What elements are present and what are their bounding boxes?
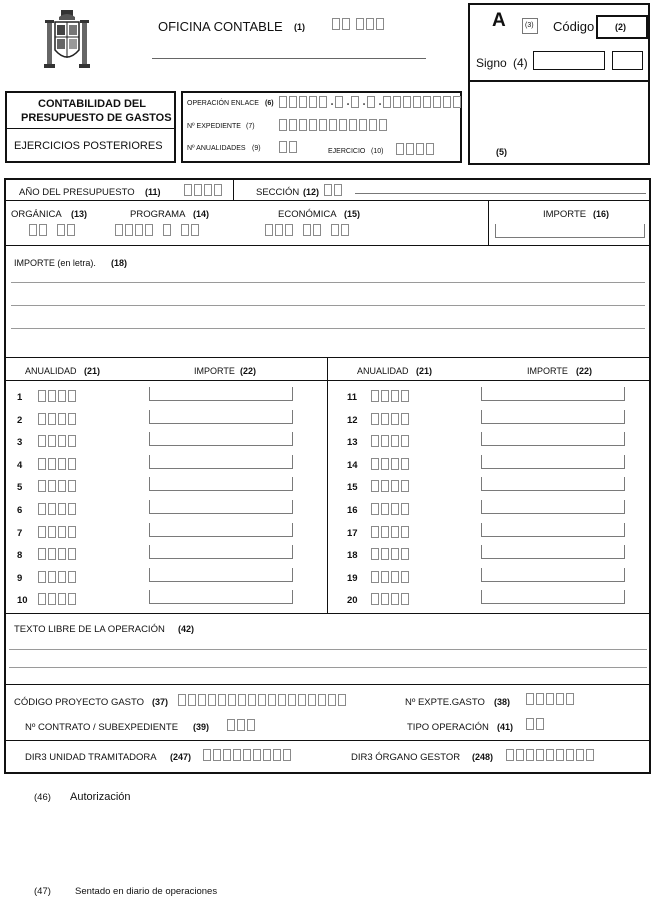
- annuity-year-field[interactable]: [371, 593, 411, 605]
- economica-num: (15): [344, 209, 361, 219]
- letra-line-1[interactable]: [11, 282, 645, 283]
- annuity-amount-field[interactable]: [481, 523, 625, 537]
- autorizacion-label: Autorización: [70, 791, 131, 803]
- sign-field-2[interactable]: [612, 51, 643, 70]
- anio-field[interactable]: [184, 184, 224, 196]
- office-label: OFICINA CONTABLE: [158, 19, 283, 34]
- annuity-row-number: 7: [17, 527, 23, 539]
- expediente-label: Nº EXPEDIENTE: [187, 123, 241, 130]
- annuity-year-field[interactable]: [371, 435, 411, 447]
- code-box-divider: [468, 80, 650, 82]
- annuity-year-field[interactable]: [38, 571, 78, 583]
- autorizacion-num: (46): [34, 792, 51, 803]
- annuity-amount-field[interactable]: [149, 590, 293, 604]
- anualidades-label: Nº ANUALIDADES: [187, 145, 246, 152]
- anualidad-label-left: ANUALIDAD: [25, 366, 77, 376]
- tipo-label: TIPO OPERACIÓN: [407, 722, 489, 733]
- anio-divider: [233, 180, 234, 200]
- ejercicio-num: (10): [371, 148, 384, 155]
- texto-libre-num: (42): [178, 624, 195, 634]
- anualidad-label-right: ANUALIDAD: [357, 366, 409, 376]
- annuity-year-field[interactable]: [371, 503, 411, 515]
- expte-num: (38): [494, 697, 511, 707]
- anualidad-num-right: (21): [416, 366, 433, 376]
- code-num: (2): [615, 22, 626, 32]
- letra-num: (18): [111, 258, 128, 268]
- organica-field[interactable]: [29, 224, 77, 236]
- annuity-amount-field[interactable]: [149, 545, 293, 559]
- sentado-num: (47): [34, 886, 51, 897]
- sentado-label: Sentado en diario de operaciones: [75, 886, 218, 897]
- annuity-row-number: 6: [17, 505, 23, 516]
- importe-label: IMPORTE: [543, 209, 587, 220]
- doc-title-line1: CONTABILIDAD DEL: [38, 98, 146, 110]
- sign-label: Signo: [476, 56, 507, 70]
- letra-label: IMPORTE (en letra).: [14, 258, 96, 268]
- coat-of-arms-logo: [44, 8, 90, 72]
- annuity-year-field[interactable]: [38, 480, 78, 492]
- annuity-year-field[interactable]: [38, 593, 78, 605]
- contrato-num: (39): [193, 722, 210, 732]
- proyecto-field[interactable]: [178, 694, 348, 706]
- row-divider-1: [4, 200, 651, 201]
- annuity-amount-field[interactable]: [149, 410, 293, 424]
- office-num: (1): [294, 22, 305, 32]
- box5-num: (5): [496, 147, 507, 157]
- organica-label: ORGÁNICA: [11, 209, 62, 220]
- annuity-year-field[interactable]: [371, 571, 411, 583]
- annuity-row-number: 4: [17, 459, 23, 471]
- contrato-label: Nº CONTRATO / SUBEXPEDIENTE: [25, 722, 179, 733]
- annuity-year-field[interactable]: [371, 526, 411, 538]
- programa-field[interactable]: [115, 224, 201, 236]
- annuity-year-field[interactable]: [38, 548, 78, 560]
- annuity-amount-field[interactable]: [481, 432, 625, 446]
- annuity-amount-field[interactable]: [481, 387, 625, 401]
- texto-libre-label: TEXTO LIBRE DE LA OPERACIÓN: [14, 624, 165, 635]
- annuity-year-field[interactable]: [371, 458, 411, 470]
- annuity-year-field[interactable]: [371, 480, 411, 492]
- annuity-row-number: 5: [17, 482, 23, 494]
- organica-num: (13): [71, 209, 88, 219]
- dir3-unidad-num: (247): [170, 752, 192, 762]
- expte-field[interactable]: [526, 693, 576, 705]
- annuity-row-number: 8: [17, 550, 23, 562]
- annuity-row-number: 3: [17, 437, 23, 449]
- annuity-amount-field[interactable]: [149, 387, 293, 401]
- texto-libre-line-1[interactable]: [9, 649, 647, 650]
- contrato-field[interactable]: [227, 719, 257, 731]
- anio-num: (11): [145, 187, 161, 197]
- annuity-year-field[interactable]: [371, 548, 411, 560]
- row-divider-4: [4, 613, 651, 614]
- annuity-row-number: 17: [347, 527, 358, 539]
- economica-field[interactable]: [265, 224, 351, 236]
- office-code-field[interactable]: [332, 18, 386, 30]
- annuity-row-number: 11: [347, 392, 358, 403]
- annuity-row-number: 13: [347, 437, 358, 449]
- annuity-row-number: 12: [347, 414, 358, 426]
- annuity-amount-field[interactable]: [481, 590, 625, 604]
- annuity-row-number: 2: [17, 414, 23, 426]
- doc-subtitle: EJERCICIOS POSTERIORES: [14, 140, 163, 152]
- anualidades-field[interactable]: [279, 141, 299, 153]
- economica-label: ECONÓMICA: [278, 209, 337, 220]
- importe22-label-left: IMPORTE: [194, 366, 235, 376]
- expte-label: Nº EXPTE.GASTO: [405, 697, 485, 708]
- letra-line-3[interactable]: [11, 328, 645, 329]
- annuity-amount-field[interactable]: [149, 432, 293, 446]
- dir3-unidad-label: DIR3 UNIDAD TRAMITADORA: [25, 752, 157, 763]
- annuity-amount-field[interactable]: [481, 455, 625, 469]
- importe22-num-left: (22): [240, 366, 257, 376]
- annuity-row-number: 10: [17, 595, 28, 607]
- annuity-center-divider: [327, 357, 328, 613]
- annuity-amount-field[interactable]: [481, 500, 625, 514]
- annuity-year-field[interactable]: [371, 413, 411, 425]
- annuity-amount-field[interactable]: [149, 568, 293, 582]
- seccion-label: SECCIÓN: [256, 187, 300, 198]
- annuity-amount-field[interactable]: [481, 545, 625, 559]
- programa-num: (14): [193, 209, 210, 219]
- enlace-label: OPERACIÓN ENLACE: [187, 100, 259, 107]
- annuity-year-field[interactable]: [38, 413, 78, 425]
- expediente-field[interactable]: [279, 119, 389, 131]
- ejercicio-label: EJERCICIO: [328, 148, 366, 155]
- annuity-row-number: 19: [347, 572, 358, 584]
- seccion-line: [355, 193, 646, 194]
- proyecto-num: (37): [152, 697, 169, 707]
- type-num: (3): [525, 22, 534, 29]
- sign-num: (4): [513, 56, 528, 70]
- row-divider-2: [4, 245, 651, 246]
- dir3-unidad-field[interactable]: [203, 749, 293, 761]
- anualidades-num: (9): [252, 145, 261, 152]
- importe22-label-right: IMPORTE: [527, 366, 568, 376]
- annuity-amount-field[interactable]: [149, 523, 293, 537]
- anualidad-num-left: (21): [84, 366, 101, 376]
- annuity-row-number: 14: [347, 459, 358, 471]
- annuity-year-field[interactable]: [38, 458, 78, 470]
- ejercicio-field[interactable]: [396, 143, 436, 155]
- annuity-year-field[interactable]: [38, 390, 78, 402]
- texto-libre-line-2[interactable]: [9, 667, 647, 668]
- dir3-organo-num: (248): [472, 752, 494, 762]
- annuity-row-number: 15: [347, 482, 358, 494]
- tipo-field[interactable]: [526, 718, 546, 730]
- annuity-row-number: 9: [17, 572, 23, 584]
- importe-divider: [488, 200, 489, 245]
- office-name-line: [152, 58, 426, 59]
- annuity-amount-field[interactable]: [149, 477, 293, 491]
- type-letter: A: [492, 10, 506, 31]
- annuity-year-field[interactable]: [38, 526, 78, 538]
- annuity-amount-field[interactable]: [149, 455, 293, 469]
- annuity-amount-field[interactable]: [481, 568, 625, 582]
- enlace-field[interactable]: . . . .: [279, 96, 463, 108]
- annuity-row-number: 16: [347, 505, 358, 516]
- annuity-row-number: 20: [347, 595, 358, 607]
- seccion-num: (12): [303, 187, 320, 197]
- importe-field[interactable]: [495, 224, 645, 238]
- annuity-amount-field[interactable]: [481, 477, 625, 491]
- proyecto-label: CÓDIGO PROYECTO GASTO: [14, 697, 145, 708]
- dir3-organo-label: DIR3 ÓRGANO GESTOR: [351, 752, 461, 763]
- importe-num: (16): [593, 209, 610, 219]
- annuity-amount-field[interactable]: [149, 500, 293, 514]
- importe22-num-right: (22): [576, 366, 593, 376]
- sign-field[interactable]: [533, 51, 605, 70]
- programa-label: PROGRAMA: [130, 209, 186, 220]
- dir3-organo-field[interactable]: [506, 749, 596, 761]
- row-divider-5: [4, 684, 651, 685]
- annuity-row-number: 1: [17, 392, 23, 403]
- annuity-year-field[interactable]: [371, 390, 411, 402]
- tipo-num: (41): [497, 722, 514, 732]
- expediente-num: (7): [246, 123, 255, 130]
- seccion-field[interactable]: [324, 184, 344, 196]
- anio-label: AÑO DEL PRESUPUESTO: [19, 187, 135, 198]
- code-label: Código: [553, 19, 595, 34]
- annuity-amount-field[interactable]: [481, 410, 625, 424]
- doc-title-line2: PRESUPUESTO DE GASTOS: [21, 112, 172, 124]
- letra-line-2[interactable]: [11, 305, 645, 306]
- doc-title-divider: [5, 128, 176, 129]
- row-divider-6: [4, 740, 651, 741]
- annuity-row-number: 18: [347, 550, 358, 562]
- annuity-year-field[interactable]: [38, 503, 78, 515]
- annuity-year-field[interactable]: [38, 435, 78, 447]
- enlace-num: (6): [265, 100, 274, 107]
